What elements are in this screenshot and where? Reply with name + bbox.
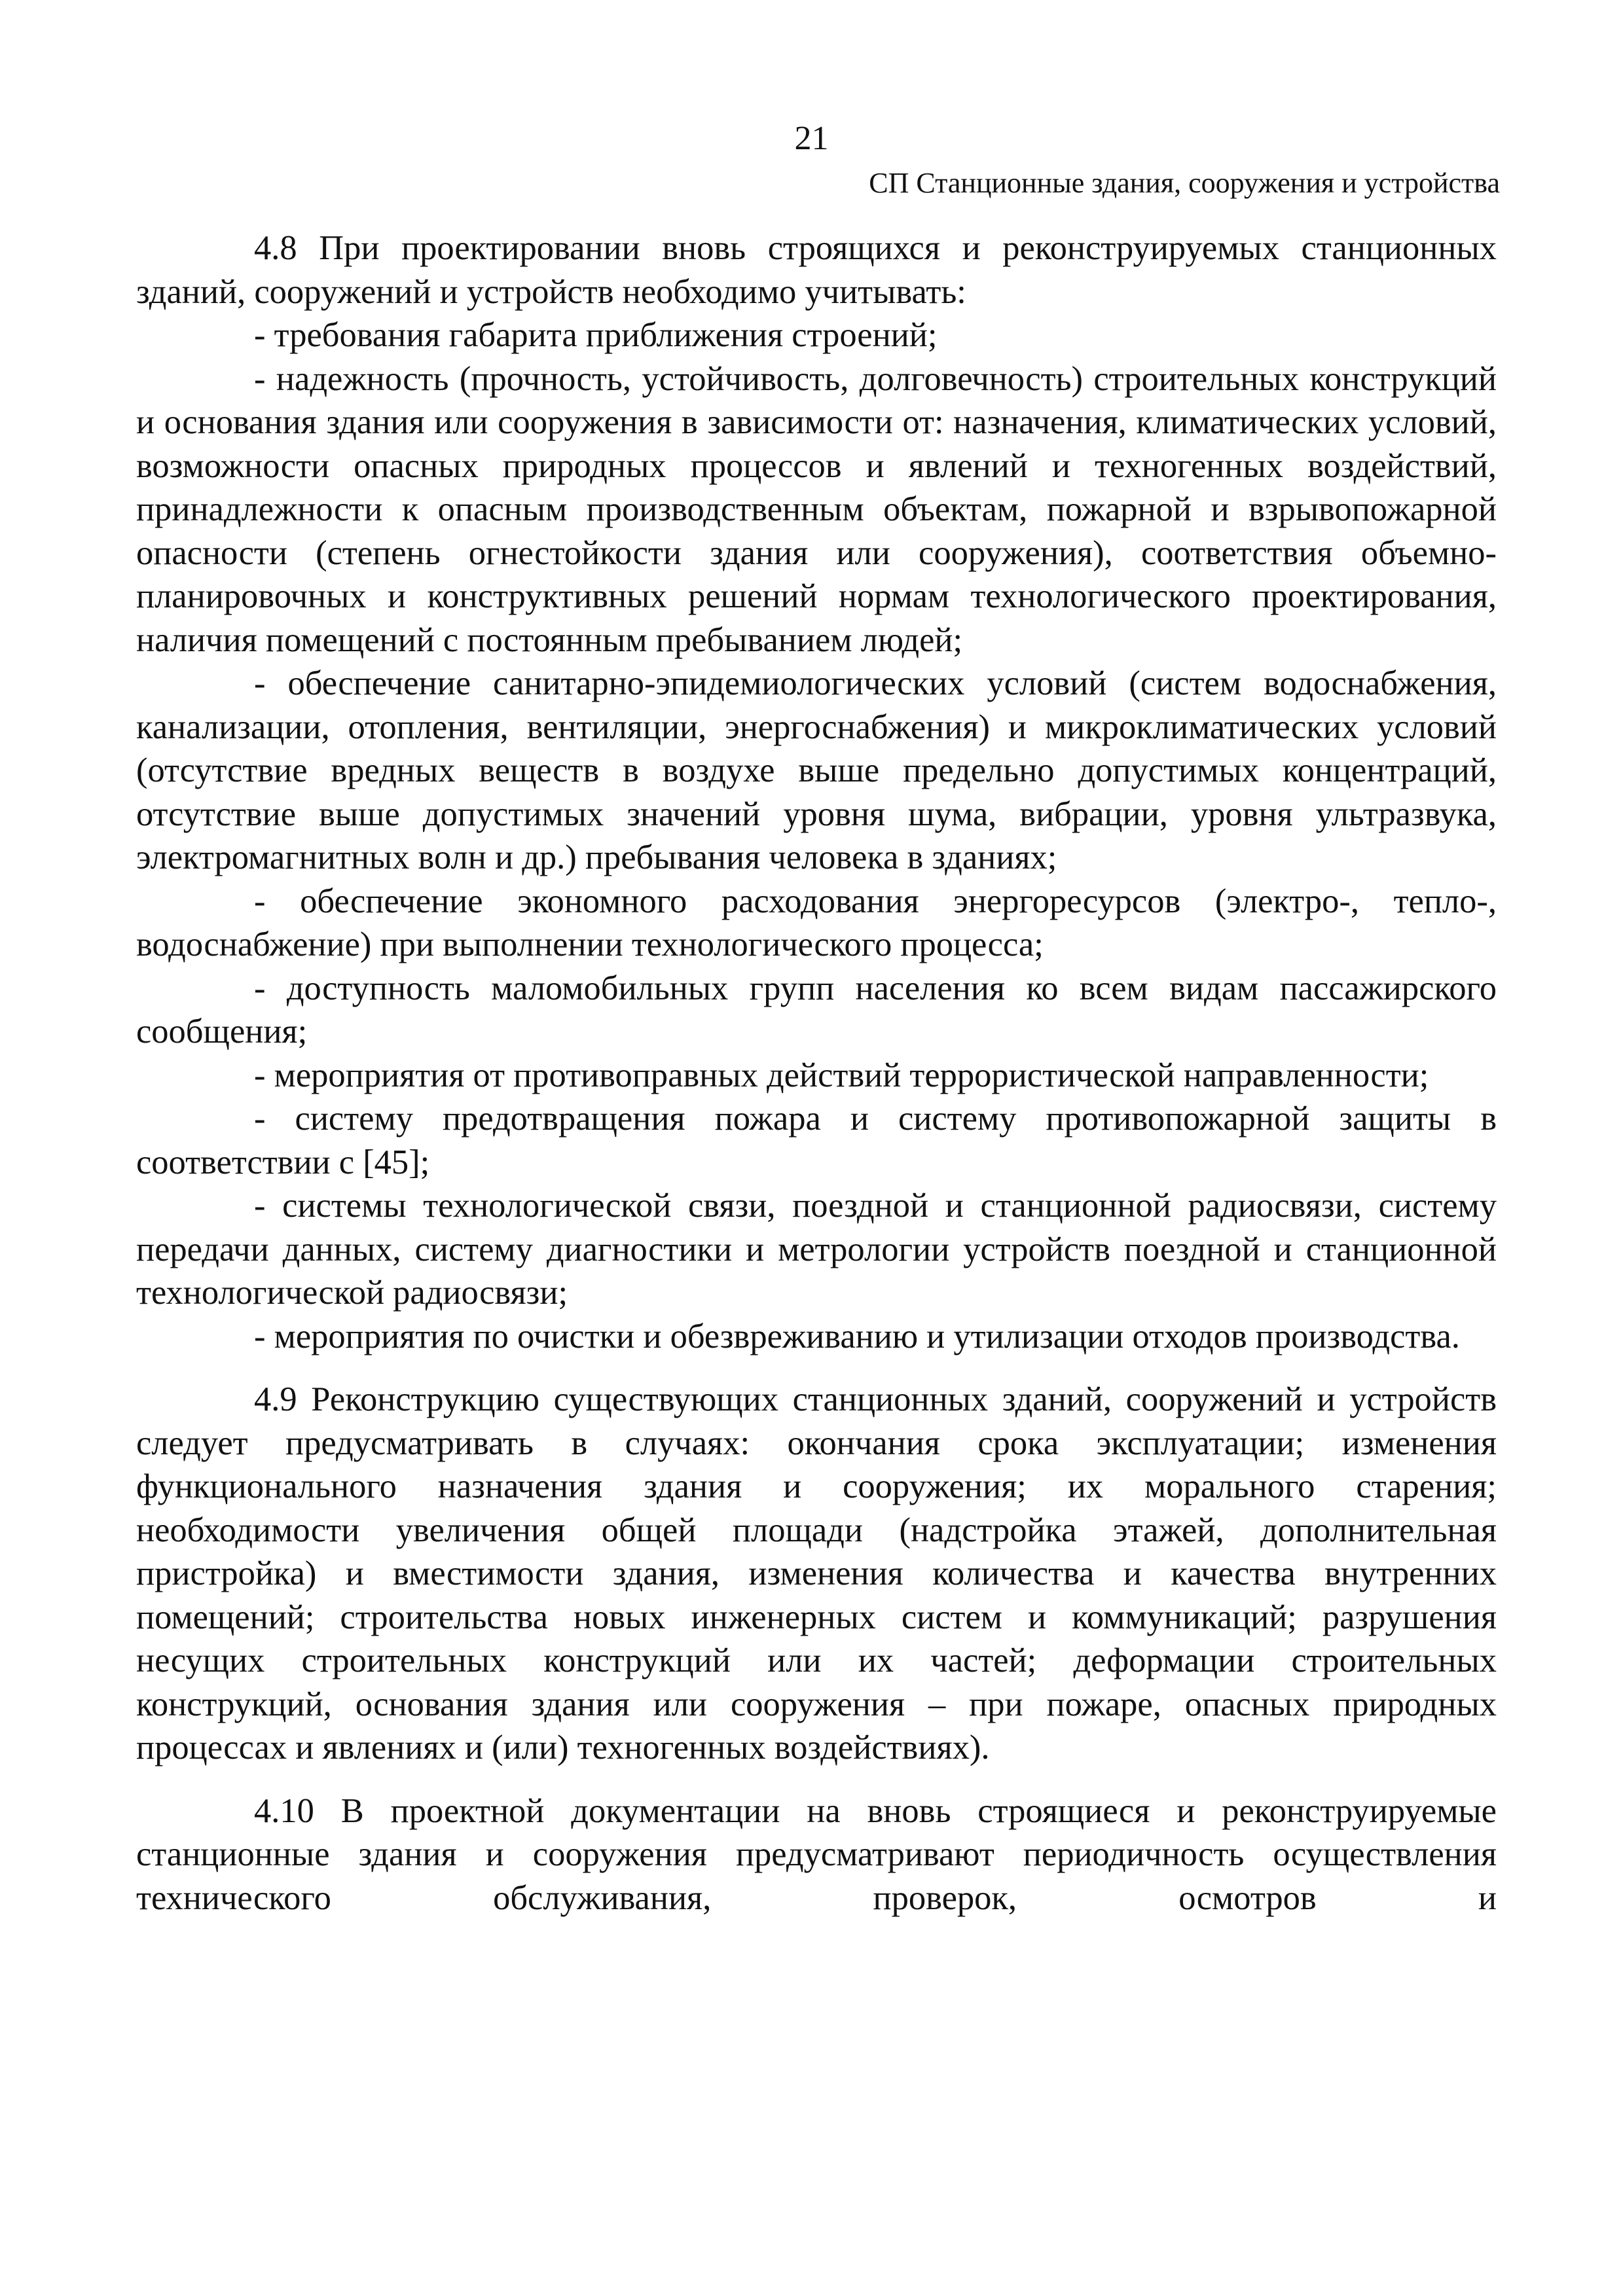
running-header-title: СП Станционные здания, сооружения и устройства [869,167,1500,199]
document-body [136,226,1497,1920]
list-item-clearance-gauge: - требования габарита приближения строений; [254,316,938,354]
list-item-waste-disposal: - мероприятия по очистки и обезвреживанию и утилизации отходов производства. [254,1317,1460,1355]
page-number: 21 [794,120,829,157]
list-item-communication-systems: - системы технологической связи, поездной и станционной радиосвязи, систему передачи данных, систему диагностики и метрологии устройств поездной и станционной технологической радиосвязи; [136,1187,1497,1312]
list-item-reliability: - надежность (прочность, устойчивость, долговечность) строительных конструкций и основания здания или сооружения в зависимости от: назначения, климатических условий, возможности опасных природных процессов и явлений и техногенных воздействий, принадлежности к опасным производственным объектам, пожарной и взрывопожарной опасности (степень огнестойкости здания или сооружения), соответствия объемно-планировочных и конструктивных решений нормам технологического проектирования, наличия помещений с постоянным пребыванием людей; [136,359,1497,659]
list-item-energy-saving: - обеспечение экономного расходования энергоресурсов (электро-, тепло-, водоснабжение) при выполнении технологического процесса; [136,882,1497,963]
list-item-accessibility: - доступность маломобильных групп населения ко всем видам пассажирского сообщения; [136,969,1497,1050]
paragraph-4-9-reconstruction: 4.9 Реконструкцию существующих станционных зданий, сооружений и устройств следует предусматривать в случаях: окончания срока эксплуатации; изменения функционального назначения здания и сооружения; их морального старения; необходимости увеличения общей площади (надстройка этажей, дополнительная пристройка) и вместимости здания, изменения количества и качества внутренних помещений; строительства новых инженерных систем и коммуникаций; разрушения несущих строительных конструкций или их частей; деформации строительных конструкций, основания здания или сооружения – при пожаре, опасных природных процессах и явлениях и (или) техногенных воздействиях). [136,1380,1497,1767]
paragraph-4-8-intro: 4.8 При проектировании вновь строящихся и реконструируемых станционных зданий, сооружений и устройств необходимо учитывать: [136,229,1497,311]
list-item-fire-protection: - систему предотвращения пожара и систему противопожарной защиты в соответствии с [45]; [136,1100,1497,1181]
paragraph-4-10-documentation: 4.10 В проектной документации на вновь строящиеся и реконструируемые станционные здания и сооружения предусматривают периодичность осуществления технического обслуживания, проверок, осмотров и [136,1791,1497,1917]
list-item-anti-terrorism: - мероприятия от противоправных действий террористической направленности; [254,1056,1429,1094]
list-item-sanitary-conditions: - обеспечение санитарно-эпидемиологических условий (систем водоснабжения, канализации, отопления, вентиляции, энергоснабжения) и микроклиматических условий (отсутствие вредных веществ в воздухе выше предельно допустимых концентраций, отсутствие выше допустимых значений уровня шума, вибрации, уровня ультразвука, электромагнитных волн и др.) пребывания человека в зданиях; [136,664,1497,876]
